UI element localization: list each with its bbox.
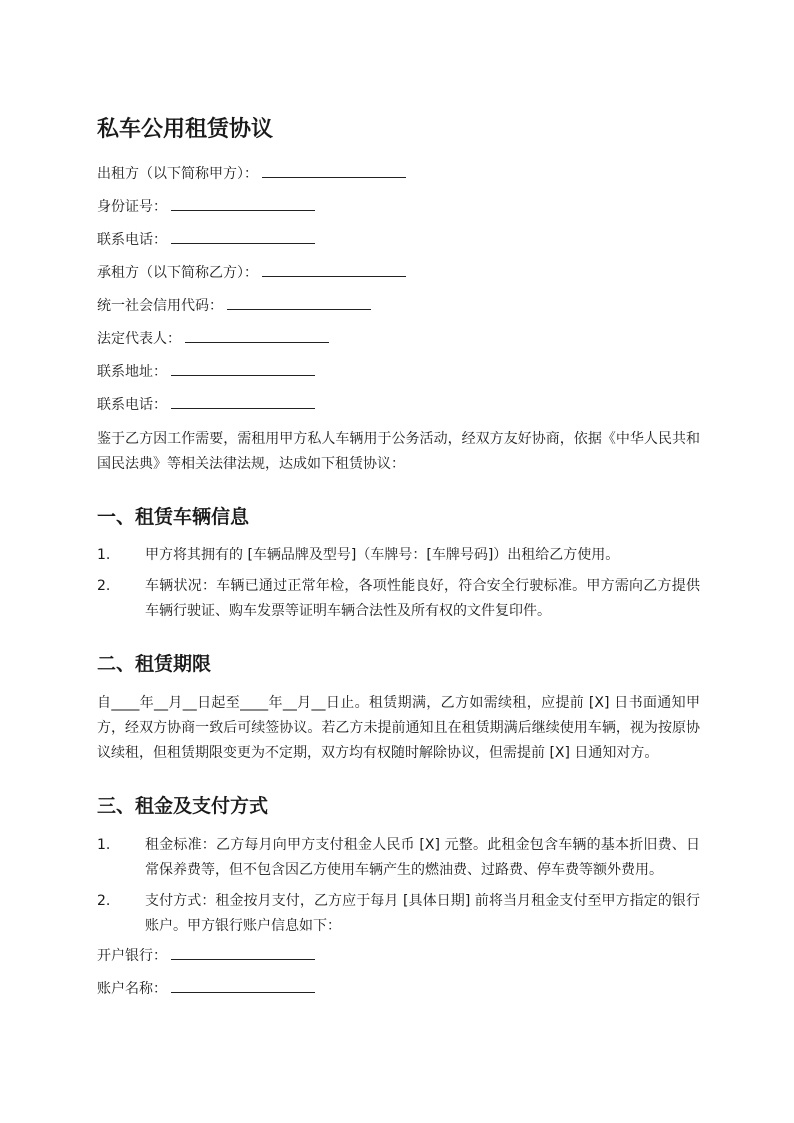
field-label: 联系地址： — [97, 363, 167, 380]
section-heading-rent-payment: 三、租金及支付方式 — [97, 794, 269, 817]
field-label: 统一社会信用代码： — [97, 297, 223, 314]
list-item-text: 甲方将其拥有的 [车辆品牌及型号]（车牌号：[车牌号码]）出租给乙方使用。 — [145, 547, 620, 564]
list-item-number: 1. — [97, 836, 111, 853]
parties-block — [97, 163, 700, 415]
fill-in-line — [227, 295, 371, 310]
section-heading-lease-term: 二、租赁期限 — [97, 653, 212, 676]
bank-field-opening-bank — [97, 945, 700, 966]
field-label: 法定代表人： — [97, 330, 181, 347]
fill-in-line — [171, 978, 315, 993]
list-item-number: 2. — [97, 892, 111, 909]
list-item — [97, 574, 700, 624]
fill-in-line — [171, 361, 315, 376]
bank-field-account-name — [97, 978, 700, 999]
party-field-lessee — [97, 262, 700, 283]
party-field-id-number — [97, 196, 700, 217]
field-label: 联系电话： — [97, 231, 167, 248]
list-item — [97, 543, 700, 568]
fill-in-line — [262, 163, 406, 178]
fill-in-line — [171, 229, 315, 244]
party-field-address — [97, 361, 700, 382]
section-heading-vehicle-info: 一、租赁车辆信息 — [97, 505, 250, 528]
field-label: 联系电话： — [97, 396, 167, 413]
lease-term-paragraph: 自____年__月__日起至____年__月__日止。租赁期满，乙方如需续租，应提前 [X] 日书面通知甲方，经双方协商一致后可续签协议。若乙方未提前通知且在租赁期满后继续使用车辆，视为按原协议续租，但租赁期限变更为不定期，双方均有权随时解除协议，但需提前 [X] 日通知对方。 — [97, 694, 700, 761]
fill-in-line — [262, 262, 406, 277]
fill-in-line — [171, 394, 315, 409]
party-field-lessee-phone — [97, 394, 700, 415]
party-field-legal-rep — [97, 328, 700, 349]
list-item — [97, 889, 700, 939]
party-field-lessor-phone — [97, 229, 700, 250]
list-item-text: 租金标准：乙方每月向甲方支付租金人民币 [X] 元整。此租金包含车辆的基本折旧费、日常保养费等，但不包含因乙方使用车辆产生的燃油费、过路费、停车费等额外费用。 — [145, 836, 700, 878]
list-item-number: 1. — [97, 547, 111, 564]
fill-in-line — [171, 945, 315, 960]
field-label: 开户银行： — [97, 947, 167, 964]
fill-in-line — [171, 196, 315, 211]
field-label: 出租方（以下简称甲方）： — [97, 165, 258, 182]
field-label: 承租方（以下简称乙方）： — [97, 264, 258, 281]
list-item-text: 车辆状况：车辆已通过正常年检，各项性能良好，符合安全行驶标准。甲方需向乙方提供车辆行驶证、购车发票等证明车辆合法性及所有权的文件复印件。 — [145, 578, 700, 620]
list-item-number: 2. — [97, 578, 111, 595]
preamble-paragraph: 鉴于乙方因工作需要，需租用甲方私人车辆用于公务活动，经双方友好协商，依据《中华人民共和国民法典》等相关法律法规，达成如下租赁协议： — [97, 430, 700, 472]
party-field-credit-code — [97, 295, 700, 316]
list-item-text: 支付方式：租金按月支付，乙方应于每月 [具体日期] 前将当月租金支付至甲方指定的银行账户。甲方银行账户信息如下： — [145, 892, 700, 934]
list-item — [97, 833, 700, 883]
field-label: 身份证号： — [97, 198, 167, 215]
field-label: 账户名称： — [97, 980, 167, 997]
fill-in-line — [185, 328, 329, 343]
party-field-lessor — [97, 163, 700, 184]
document-title: 私车公用租赁协议 — [97, 117, 274, 142]
